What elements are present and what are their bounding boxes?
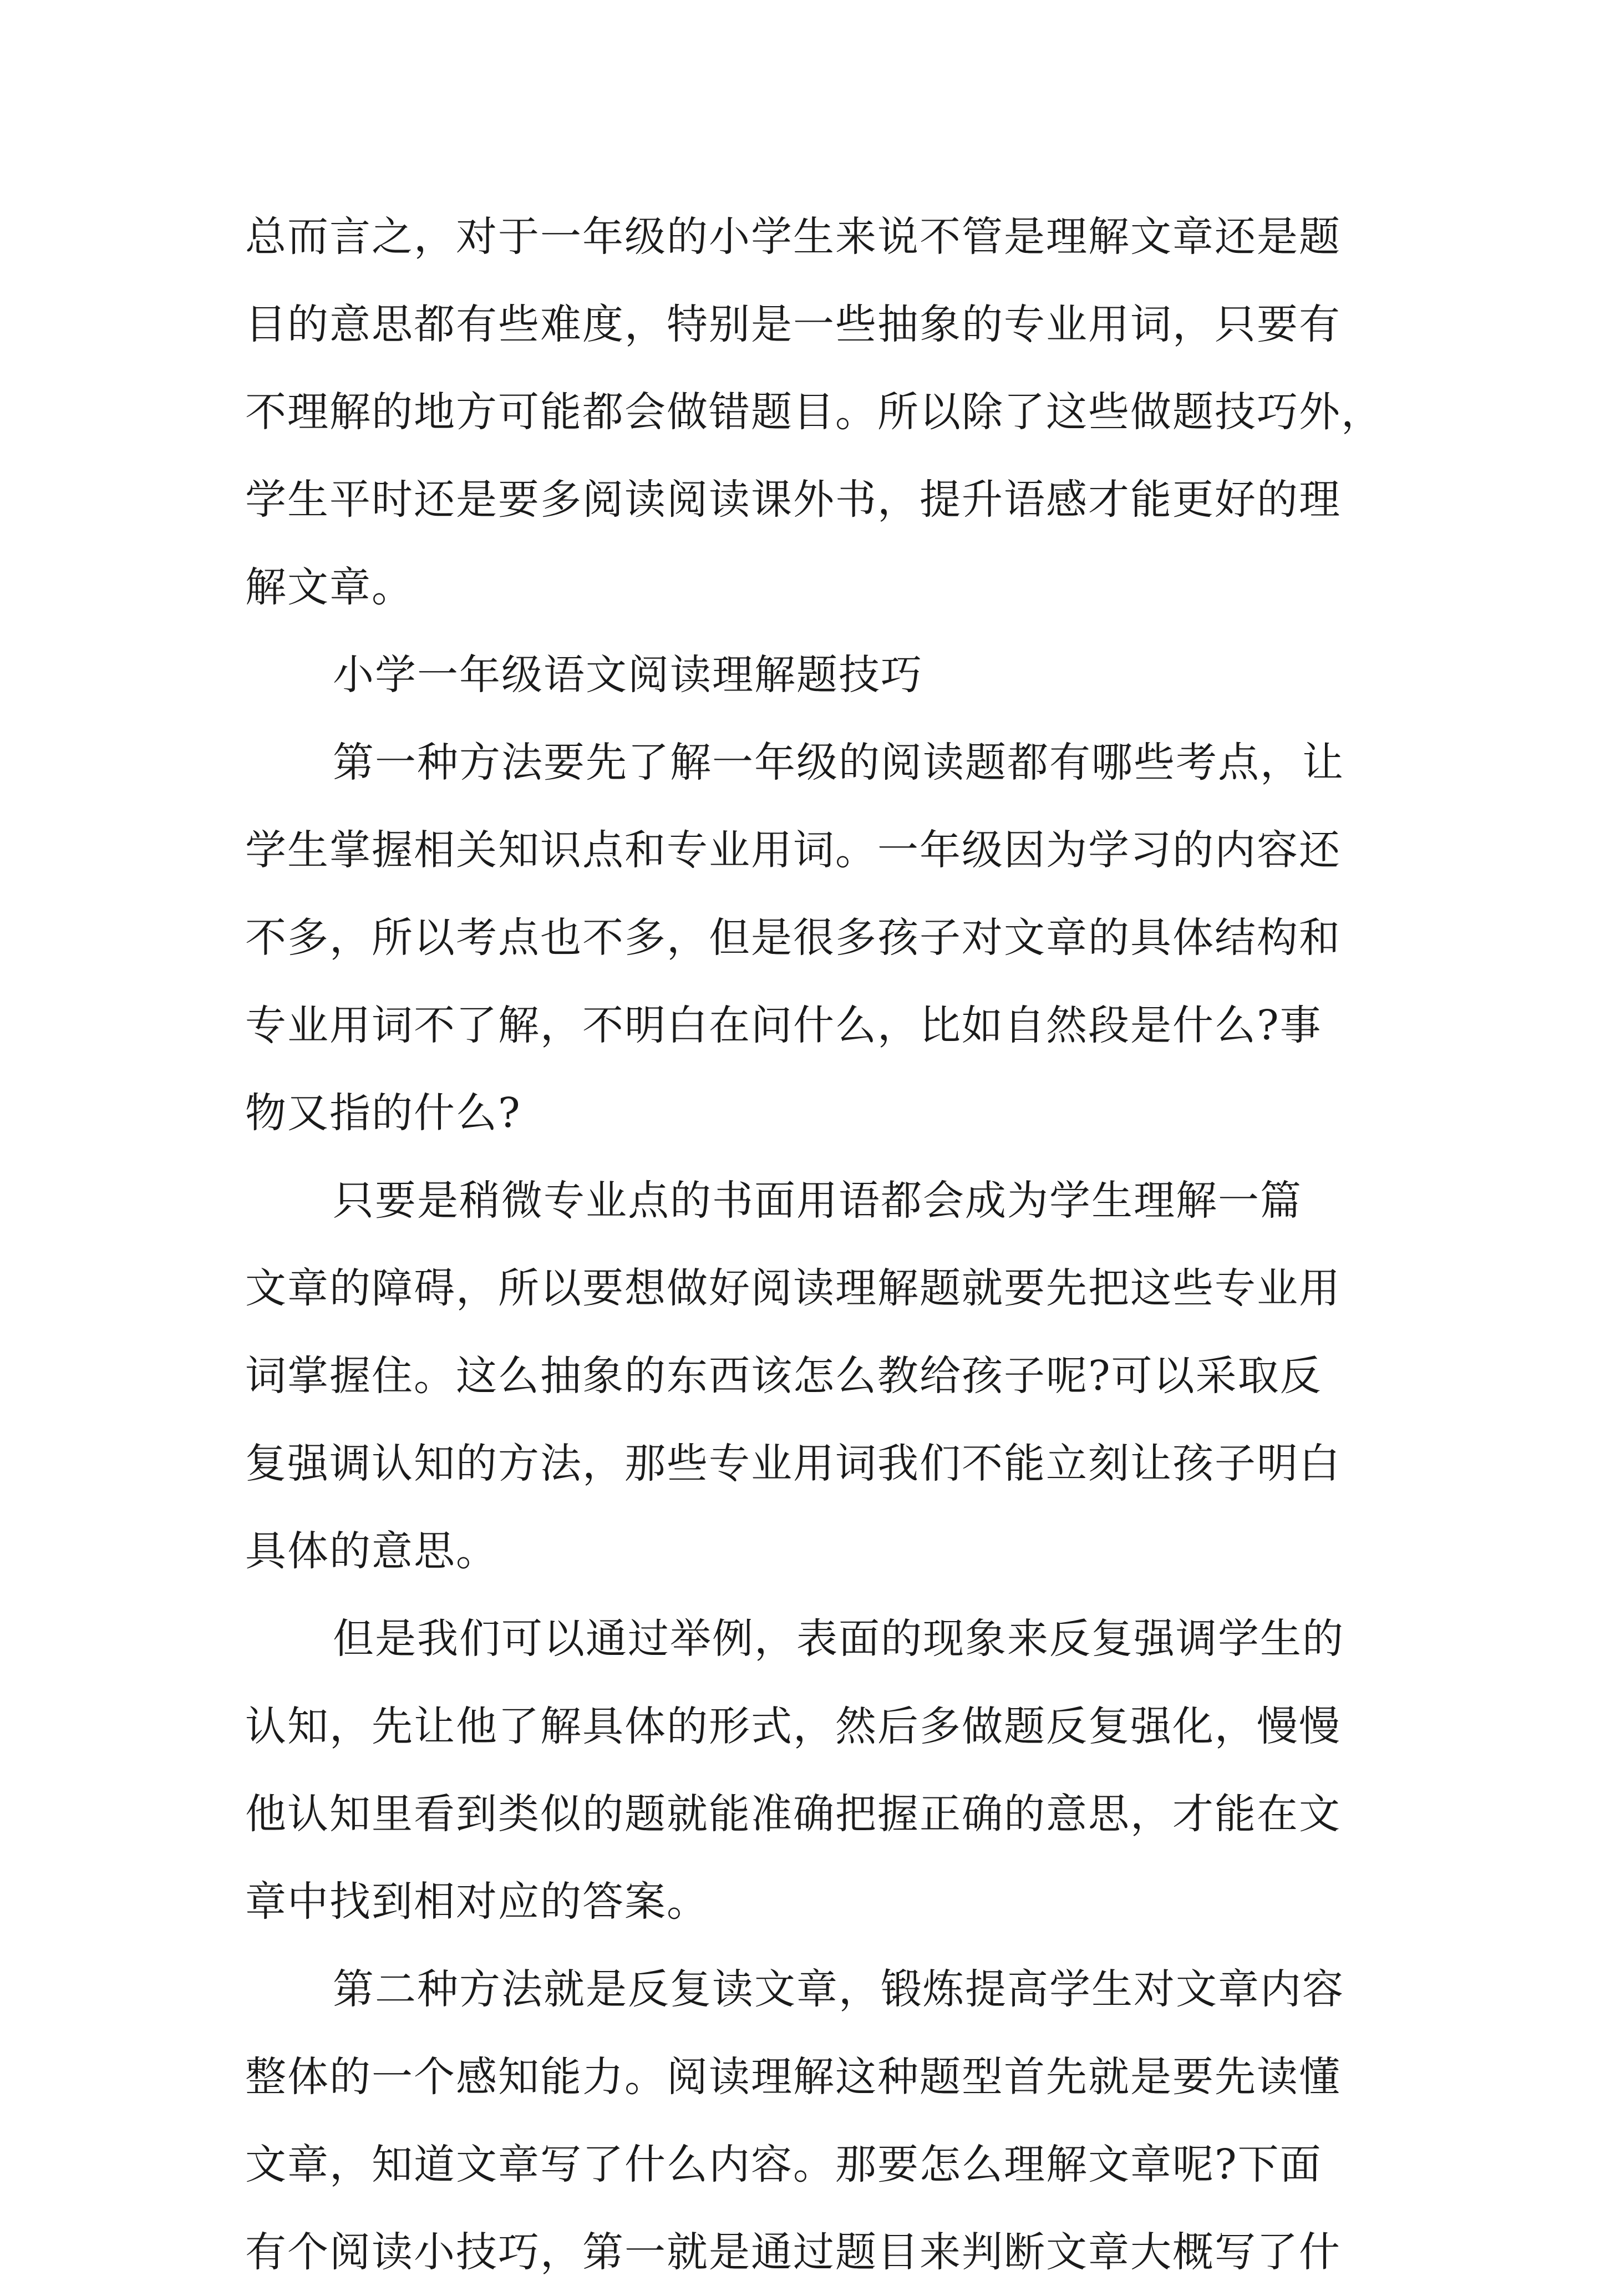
text-line: 有个阅读小技巧，第一就是通过题目来判断文章大概写了什 (245, 2228, 1341, 2276)
text-line: 第二种方法就是反复读文章，锻炼提高学生对文章内容 (333, 1965, 1344, 2013)
text-line: 专业用词不了解，不明白在问什么，比如自然段是什么?事 (245, 1002, 1322, 1049)
section-heading: 小学一年级语文阅读理解题技巧 (333, 651, 923, 699)
text-line: 解文章。 (245, 563, 414, 611)
text-line: 文章，知道文章写了什么内容。那要怎么理解文章呢?下面 (245, 2141, 1322, 2188)
text-line: 具体的意思。 (245, 1527, 498, 1575)
text-line: 不理解的地方可能都会做错题目。所以除了这些做题技巧外， (245, 388, 1383, 436)
text-line: 学生掌握相关知识点和专业用词。一年级因为学习的内容还 (245, 826, 1341, 874)
text-line: 不多，所以考点也不多，但是很多孩子对文章的具体结构和 (245, 914, 1341, 962)
text-line: 但是我们可以通过举例，表面的现象来反复强调学生的 (333, 1615, 1344, 1663)
text-line: 他认知里看到类似的题就能准确把握正确的意思，才能在文 (245, 1790, 1341, 1838)
text-line: 复强调认知的方法，那些专业用词我们不能立刻让孩子明白 (245, 1440, 1341, 1487)
text-line: 文章的障碍，所以要想做好阅读理解题就要先把这些专业用 (245, 1264, 1341, 1312)
text-line: 总而言之，对于一年级的小学生来说不管是理解文章还是题 (245, 213, 1341, 261)
document-body (245, 193, 1399, 2296)
text-line: 学生平时还是要多阅读阅读课外书，提升语感才能更好的理 (245, 476, 1341, 524)
text-line: 词掌握住。这么抽象的东西该怎么教给孩子呢?可以采取反 (245, 1352, 1322, 1400)
text-line: 目的意思都有些难度，特别是一些抽象的专业用词，只要有 (245, 301, 1341, 348)
text-line: 物又指的什么? (245, 1089, 521, 1137)
text-line: 第一种方法要先了解一年级的阅读题都有哪些考点，让 (333, 739, 1344, 786)
text-line: 认知，先让他了解具体的形式，然后多做题反复强化，慢慢 (245, 1703, 1341, 1750)
text-line: 章中找到相对应的答案。 (245, 1878, 709, 1926)
text-line: 只要是稍微专业点的书面用语都会成为学生理解一篇 (333, 1177, 1302, 1225)
text-line: 整体的一个感知能力。阅读理解这种题型首先就是要先读懂 (245, 2053, 1341, 2101)
